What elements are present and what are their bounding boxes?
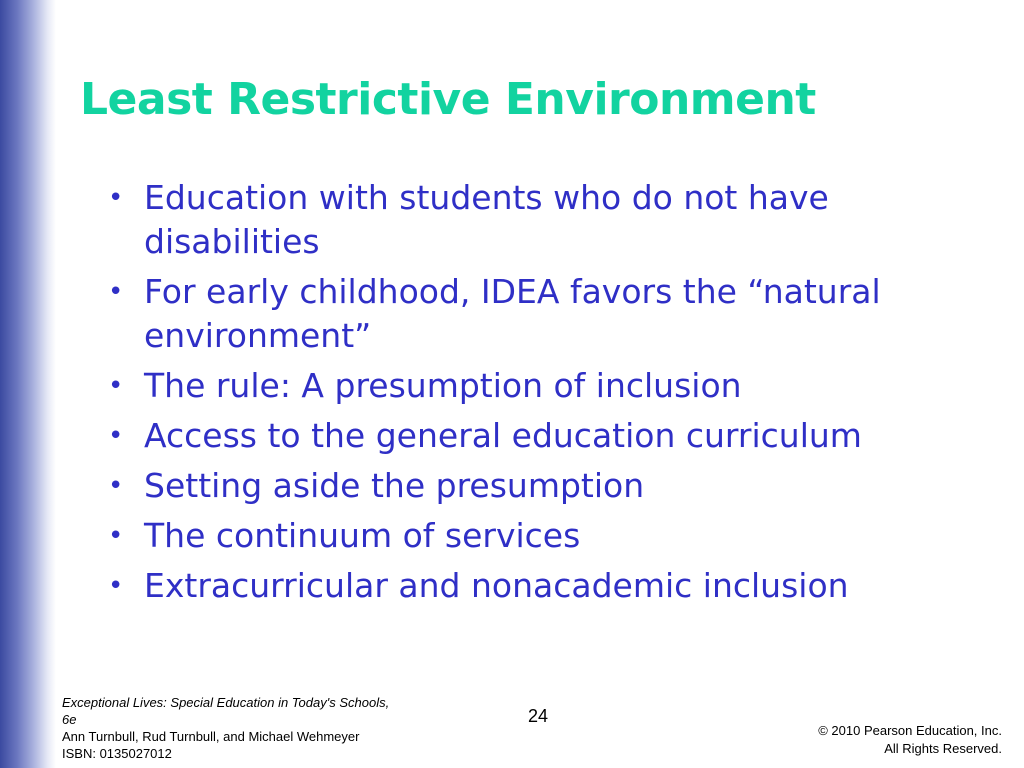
bullet-icon: • — [108, 183, 124, 213]
footer-copyright — [818, 722, 1002, 758]
bullet-item-1 — [104, 176, 984, 264]
bullet-text: Access to the general education curriculum — [144, 416, 862, 455]
bullet-item-4 — [104, 414, 984, 458]
bullet-icon: • — [108, 371, 124, 401]
copyright-text: © 2010 Pearson Education, Inc. — [818, 723, 1002, 738]
bullet-icon: • — [108, 521, 124, 551]
page-number: 24 — [528, 706, 549, 726]
bullet-list — [104, 176, 984, 614]
bullet-item-3 — [104, 364, 984, 408]
bullet-icon: • — [108, 571, 124, 601]
bullet-item-7 — [104, 564, 984, 608]
bullet-text: The continuum of services — [144, 516, 581, 555]
bullet-item-5 — [104, 464, 984, 508]
bullet-text: Extracurricular and nonacademic inclusion — [144, 566, 849, 605]
footer-authors: Ann Turnbull, Rud Turnbull, and Michael Wehmeyer — [62, 729, 360, 744]
side-gradient-band — [0, 0, 56, 768]
slide-title: Least Restrictive Environment — [80, 74, 816, 125]
bullet-item-6 — [104, 514, 984, 558]
bullet-icon: • — [108, 421, 124, 451]
footer-isbn: ISBN: 0135027012 — [62, 746, 172, 761]
bullet-item-2 — [104, 270, 984, 358]
footer-book-title: Exceptional Lives: Special Education in Today's Schools, 6e — [62, 695, 390, 727]
bullet-text: Setting aside the presumption — [144, 466, 645, 505]
bullet-icon: • — [108, 277, 124, 307]
bullet-text: Education with students who do not have disabilities — [144, 178, 829, 261]
bullet-text: The rule: A presumption of inclusion — [144, 366, 742, 405]
rights-text: All Rights Reserved. — [884, 741, 1002, 756]
bullet-icon: • — [108, 471, 124, 501]
bullet-text: For early childhood, IDEA favors the “natural environment” — [144, 272, 881, 355]
footer-citation — [62, 694, 402, 762]
